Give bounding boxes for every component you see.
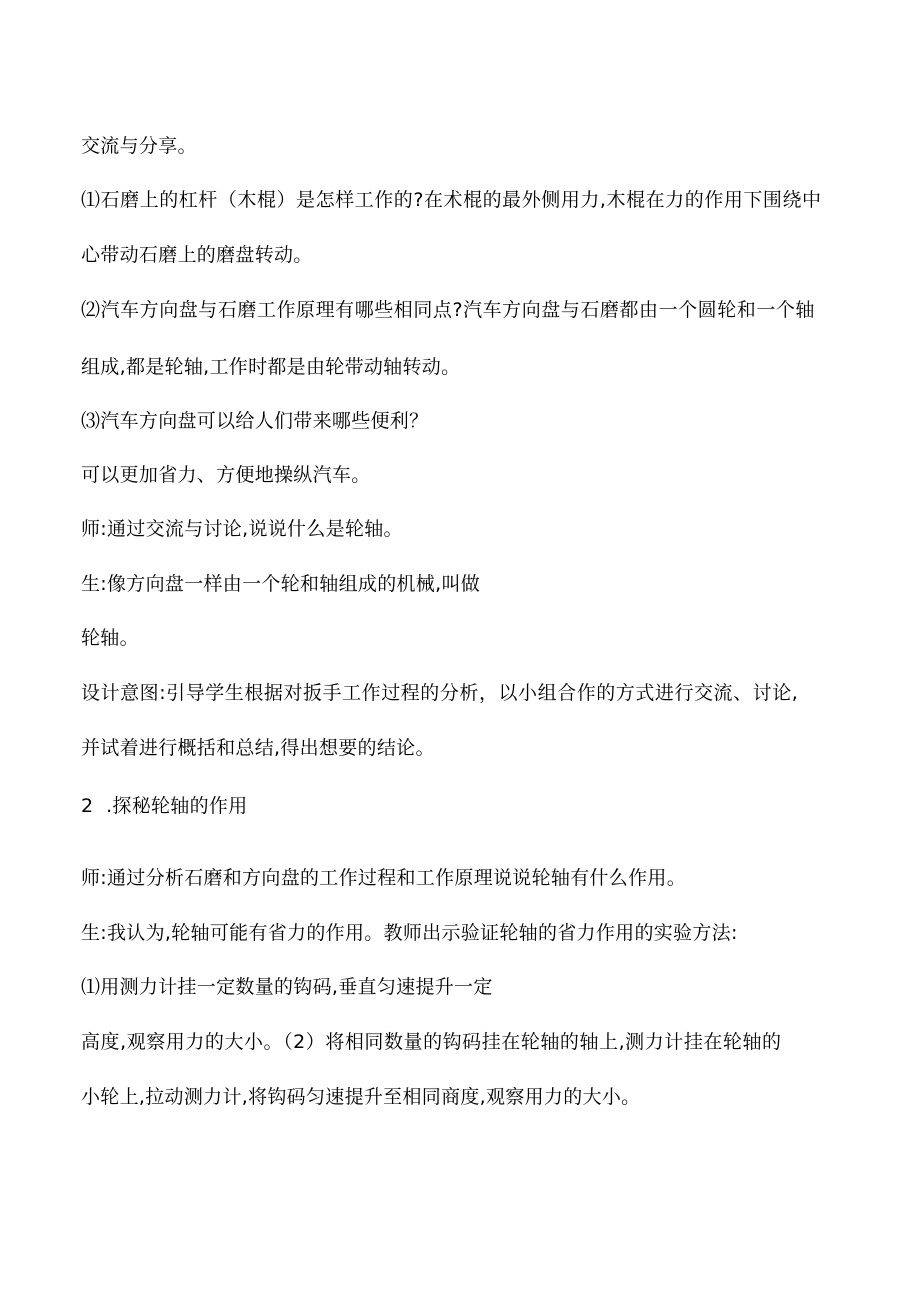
question-1-line-1: ⑴石磨上的杠杆（木棍）是怎样工作的?在术棍的最外侧用力,木棍在力的作用下围绕中 <box>81 189 822 211</box>
section-heading-2: 2 .探秘轮轴的作用 <box>81 795 248 817</box>
student-answer-line-2: 轮轴。 <box>81 627 139 649</box>
question-3-answer: 可以更加省力、方便地操纵汽车。 <box>81 464 371 486</box>
design-intent-line-2: 并试着进行概括和总结,得出想要的结论。 <box>81 737 435 759</box>
experiment-step-line-3: 小轮上,拉动测力计,将钩码匀速提升至相同商度,观察用力的大小。 <box>81 1086 641 1108</box>
experiment-step-line-2: 高度,观察用力的大小。（2）将相同数量的钩码挂在轮轴的轴上,测力计挂在轮轴的 <box>81 1031 782 1053</box>
question-1-line-2: 心带动石磨上的磨盘转动。 <box>81 244 313 266</box>
student-answer-line-1: 生:像方向盘一样由一个轮和轴组成的机械,叫做 <box>81 573 481 595</box>
teacher-prompt-wheel-axle: 师:通过交流与讨论,说说什么是轮轴。 <box>81 518 403 540</box>
question-2-line-2: 组成,都是轮轴,工作时都是由轮带动轴转动。 <box>81 356 461 378</box>
question-3: ⑶汽车方向盘可以给人们带来哪些便利？ <box>81 410 429 432</box>
paragraph-exchange-share: 交流与分享。 <box>81 135 197 157</box>
question-2-line-1: ⑵汽车方向盘与石磨工作原理有哪些相同点?汽车方向盘与石磨都由一个圆轮和一个轴 <box>81 299 815 321</box>
student-hypothesis: 生:我认为,轮轴可能有省力的作用。教师出示验证轮轴的省力作用的实验方法: <box>81 922 738 944</box>
experiment-step-1-line-1: ⑴用测力计挂一定数量的钩码,垂直匀速提升一定 <box>81 976 493 998</box>
design-intent-line-1: 设计意图:引导学生根据对扳手工作过程的分析，以小组合作的方式进行交流、讨论, <box>81 682 799 704</box>
teacher-prompt-function: 师:通过分析石磨和方向盘的工作过程和工作原理说说轮轴有什么作用。 <box>81 867 687 889</box>
